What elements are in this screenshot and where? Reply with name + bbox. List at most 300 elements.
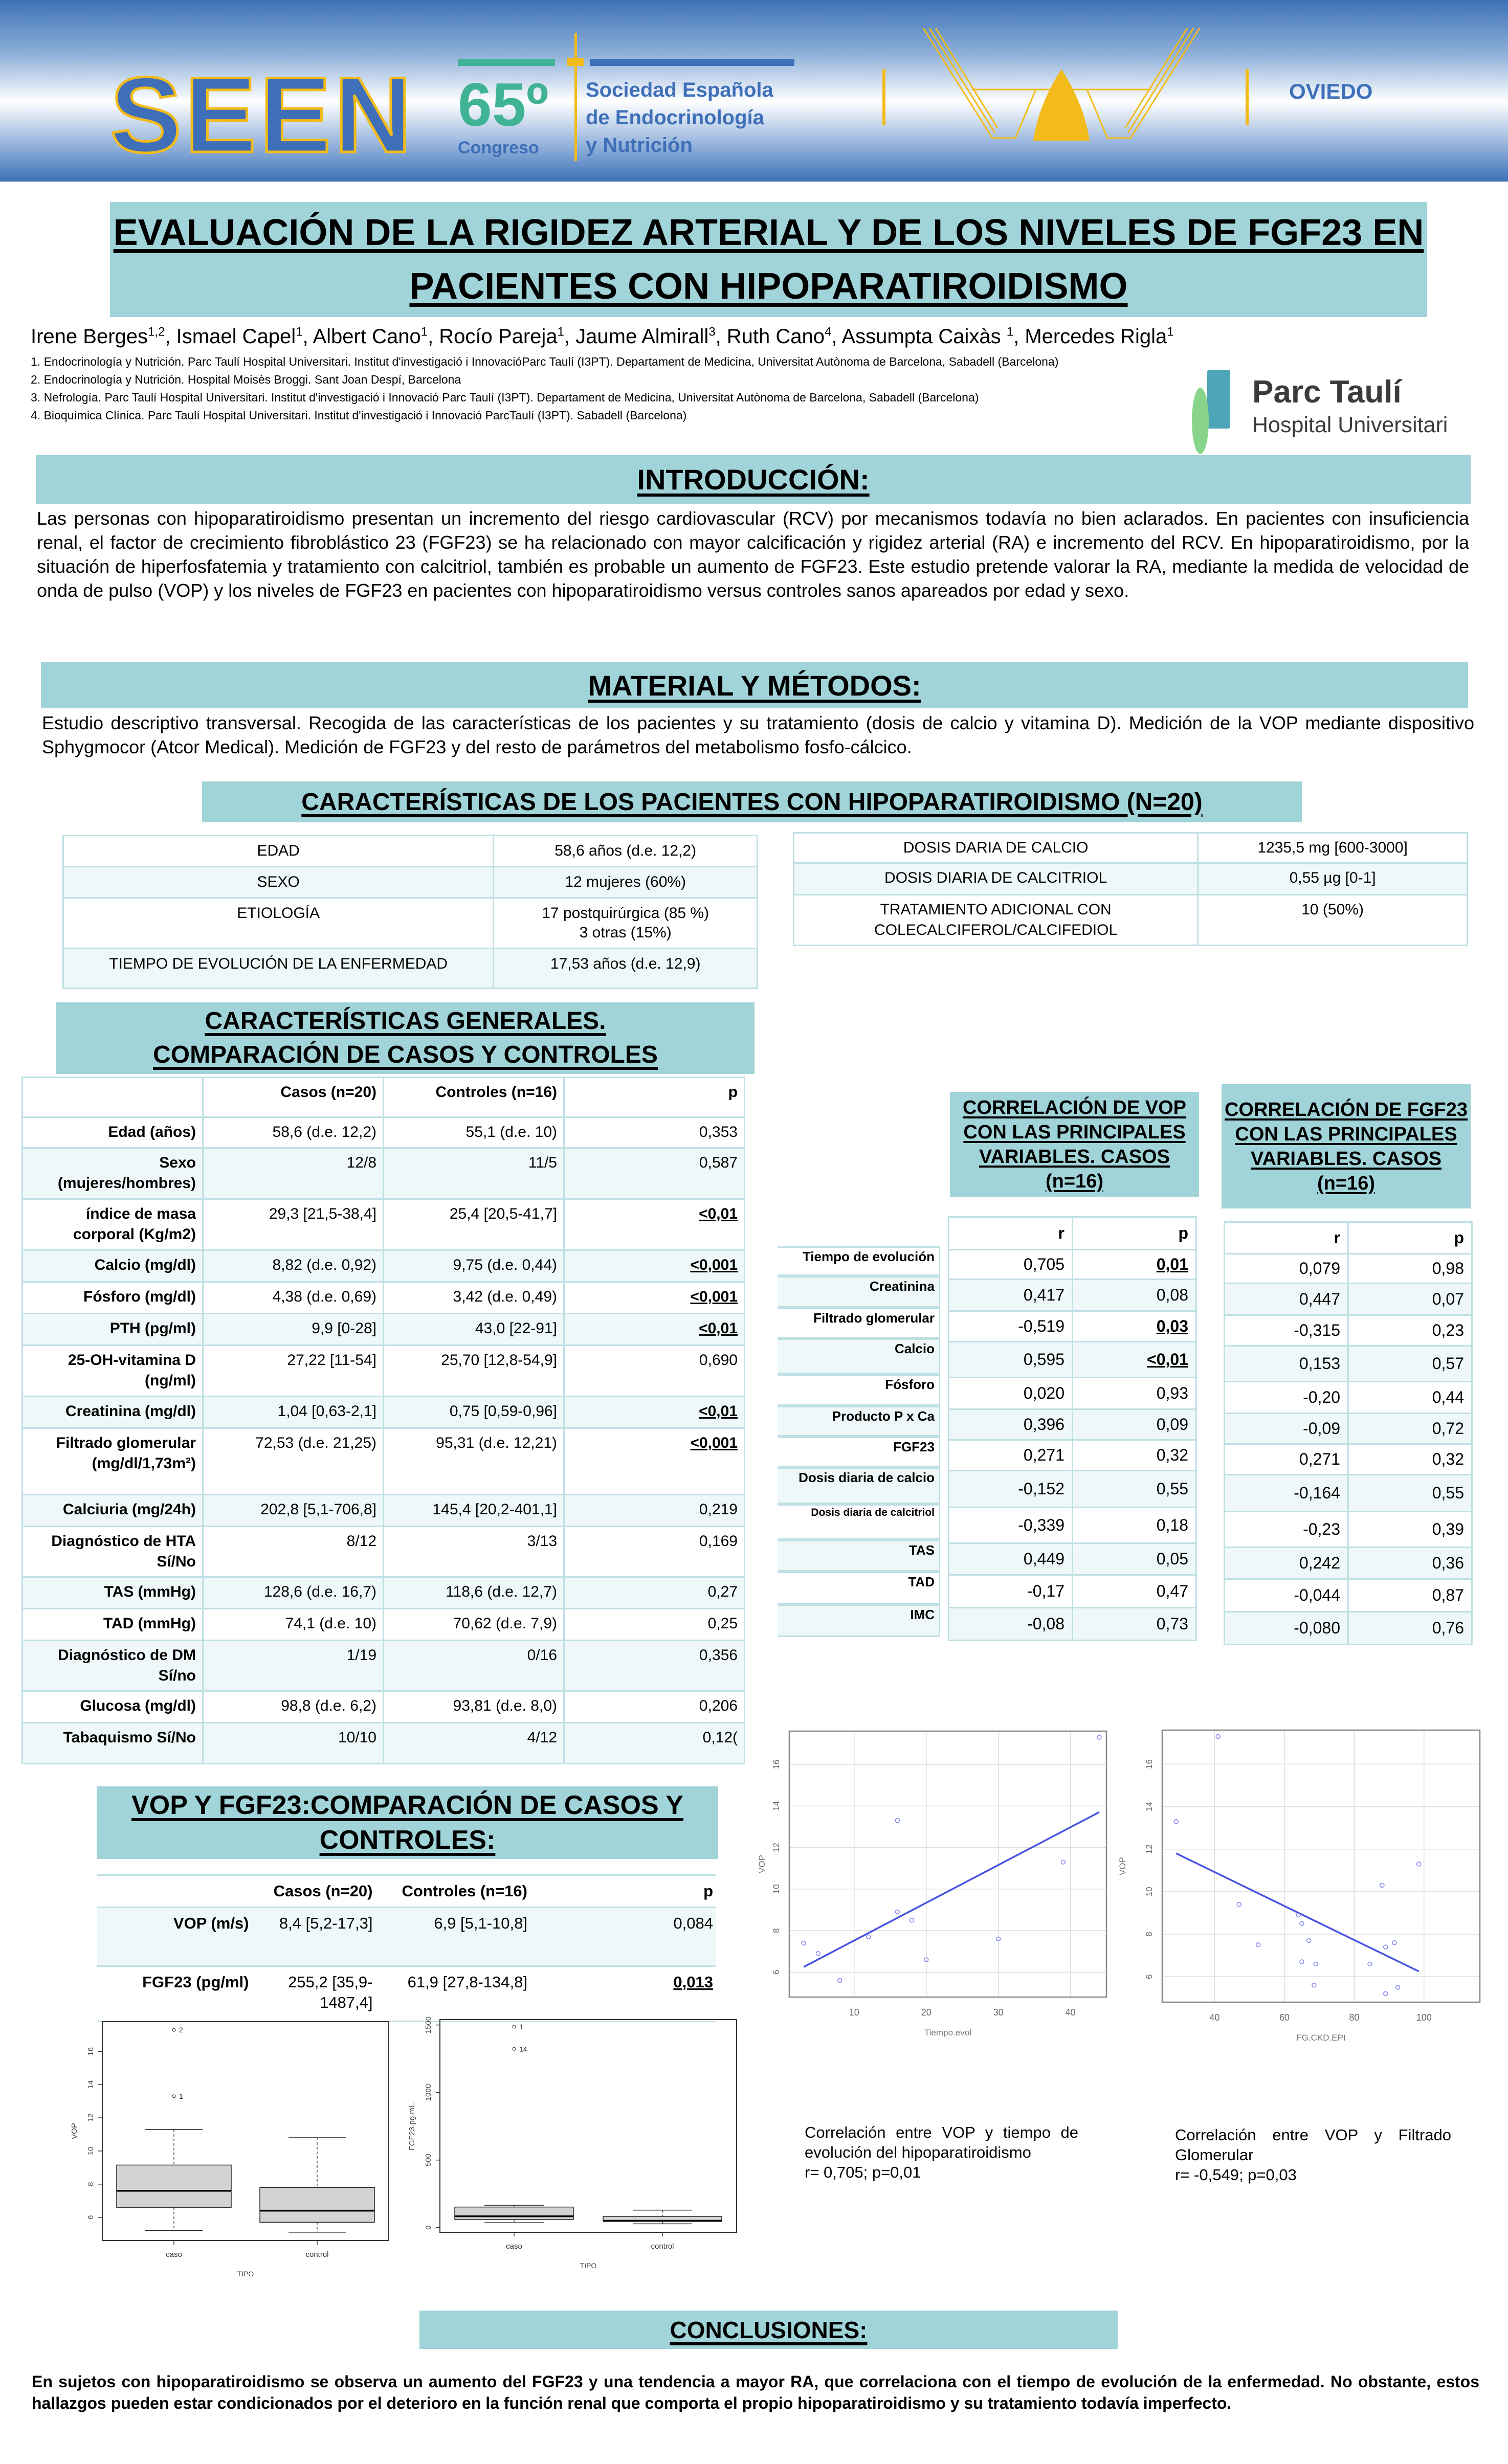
data-point — [1417, 1862, 1421, 1866]
table-row — [949, 1543, 1196, 1575]
data-point — [1307, 1938, 1311, 1942]
poster-title: EVALUACIÓN DE LA RIGIDEZ ARTERIAL Y DE LOS NIVELES DE FGF23 EN PACIENTES CON HIPOPARATIROIDISMO — [113, 212, 1424, 307]
intro-text: Las personas con hipoparatiroidismo presentan un incremento del riesgo cardiovascular (RCV) por mecanismos todavía no bien aclarados. En pacientes con insuficiencia renal, el factor de crecimiento fibroblástico 23 (FGF23) se ha relacionado con mayor calcificación y rigidez arterial (RA) e incremento del RCV. En hipoparatiroidismo, por la situación de hiperfosfatemia y tratamiento con calcitriol, también es probable un aumento de FGF23. Este estudio pretende valorar la RA, mediante la medida de velocidad de onda de pulso (VOP) y los niveles de FGF23 en pacientes con hipoparatiroidismo versus controles sanos apareados por edad y sexo. — [37, 508, 1469, 601]
table-row — [949, 1311, 1196, 1342]
cell-r: 0,417 — [949, 1280, 1073, 1311]
row-label: 25-OH-vitamina D (ng/ml) — [23, 1346, 203, 1397]
conclusions-text: En sujetos con hipoparatiroidismo se observa un aumento del FGF23 y una tendencia a mayor RA, que correlaciona con el tiempo de evolución de la enfermedad. No obstante, estos hallazgos pueden estar condicionados por el deterioro en la función renal que comporta el propio hipoparatiroidismo y su tratamiento todavía imperfecto. — [32, 2372, 1479, 2412]
table-row — [1225, 1444, 1472, 1475]
table-row — [23, 1117, 745, 1148]
outlier-label: 1 — [519, 2022, 523, 2031]
row-label: Fósforo (mg/dl) — [23, 1282, 203, 1314]
cell-casos: 9,9 [0-28] — [203, 1314, 384, 1346]
data-point — [1300, 1921, 1304, 1925]
table-row — [23, 1199, 745, 1250]
y-tick-label: 1000 — [424, 2084, 433, 2101]
data-point — [1314, 1962, 1318, 1966]
table-row — [949, 1250, 1196, 1280]
table-row — [1225, 1315, 1472, 1346]
data-point — [895, 1910, 899, 1914]
intro-heading-box — [36, 455, 1471, 504]
cell-r: 0,242 — [1225, 1548, 1348, 1579]
cell-p: 0,18 — [1073, 1508, 1196, 1543]
fgf23-boxplot — [389, 2007, 747, 2273]
cell-controles: 55,1 (d.e. 10) — [384, 1117, 564, 1148]
correlation-variable: TAD — [778, 1572, 940, 1604]
fgf23-correlation-heading-box — [1222, 1084, 1471, 1208]
vop-tiempo-scatter — [757, 1729, 1115, 2117]
cell-p: 0,44 — [1348, 1382, 1472, 1414]
data-point — [867, 1935, 871, 1939]
y-tick-label: 6 — [86, 2215, 95, 2220]
y-tick-label: 14 — [1144, 1802, 1154, 1812]
table-row — [23, 1148, 745, 1199]
table-row — [949, 1280, 1196, 1311]
cell-r: -0,519 — [949, 1311, 1073, 1342]
patients-table — [62, 835, 758, 989]
outlier-label: 2 — [179, 2026, 183, 2034]
y-tick-label: 500 — [424, 2154, 433, 2167]
y-axis-label: VOP — [757, 1855, 767, 1873]
row-label: Calcio (mg/dl) — [23, 1250, 203, 1282]
outlier-label: 14 — [519, 2045, 527, 2053]
table-row — [23, 1609, 745, 1641]
cell-p: 0,76 — [1348, 1612, 1472, 1645]
table-row — [1225, 1254, 1472, 1284]
cell-casos: 10/10 — [203, 1723, 384, 1764]
cell-controles: 70,62 (d.e. 7,9) — [384, 1609, 564, 1641]
vop-boxplot — [41, 2007, 389, 2278]
x-tick-label: 20 — [921, 2007, 932, 2018]
cell-r: -0,09 — [1225, 1414, 1348, 1444]
table-row: TRATAMIENTO ADICIONAL CON COLECALCIFEROL/CALCIFEDIOL 10 (50%) — [794, 895, 1468, 946]
scatter1-caption: Correlación entre VOP y tiempo de evolución del hipoparatiroidismo r= 0,705; p=0,01 — [805, 2123, 1078, 2181]
y-tick-label: 10 — [86, 2146, 95, 2156]
y-tick-label: 6 — [1144, 1974, 1154, 1979]
cell-p: 0,587 — [564, 1148, 745, 1199]
table-row — [1225, 1548, 1472, 1579]
outlier-point — [513, 2047, 516, 2050]
poster-title-box — [110, 202, 1427, 317]
cell-p: 0,25 — [564, 1609, 745, 1641]
table-row: DOSIS DARIA DE CALCIO 1235,5 mg [600-3000] — [794, 833, 1468, 863]
cell-p: 0,87 — [1348, 1579, 1472, 1612]
vop-correlation-heading: CORRELACIÓN DE VOP CON LAS PRINCIPALES VARIABLES. CASOS (n=16) — [962, 1096, 1187, 1192]
cell-p: 0,72 — [1348, 1414, 1472, 1444]
cell-p: 0,39 — [1348, 1512, 1472, 1548]
cell-p: <0,001 — [564, 1282, 745, 1314]
table-header-row: Casos (n=20) Controles (n=16) p — [23, 1078, 745, 1117]
table-row — [23, 1428, 745, 1495]
data-point — [1368, 1962, 1372, 1966]
vop-fgf23-heading: VOP Y FGF23:COMPARACIÓN DE CASOS Y CONTROLES: — [131, 1790, 683, 1855]
y-tick-label: 1500 — [424, 2016, 433, 2034]
cell-p: <0,001 — [564, 1250, 745, 1282]
y-tick-label: 8 — [1144, 1932, 1154, 1937]
data-point — [1384, 1945, 1388, 1949]
methods-heading: MATERIAL Y MÉTODOS: — [588, 669, 921, 702]
sen-logo-text: SEEN — [110, 55, 415, 175]
correlation-variable: TAS — [778, 1540, 940, 1572]
x-tick-label: 100 — [1416, 2012, 1432, 2023]
author: Mercedes Rigla$^1$ — [1025, 325, 1174, 348]
cell-r: 0,020 — [949, 1378, 1073, 1409]
vop-fgf23-heading-box — [97, 1786, 718, 1859]
cell-r: 0,153 — [1225, 1346, 1348, 1382]
cell-p: 0,98 — [1348, 1254, 1472, 1284]
cell-p: 0,219 — [564, 1495, 745, 1527]
table-row — [949, 1508, 1196, 1543]
data-point — [1237, 1902, 1241, 1907]
x-tick-label: control — [305, 2250, 329, 2259]
table-header-row: Casos (n=20) Controles (n=16) p — [97, 1875, 716, 1908]
cell-casos: 58,6 (d.e. 12,2) — [203, 1117, 384, 1148]
data-point — [1396, 1985, 1400, 1989]
table-row: DOSIS DIARIA DE CALCITRIOL 0,55 µg [0-1] — [794, 863, 1468, 895]
header-divider — [1246, 69, 1249, 125]
congress-label: Congreso — [458, 138, 539, 158]
row-label: Filtrado glomerular (mg/dl/1,73m²) — [23, 1428, 203, 1495]
congress-bar-green — [458, 59, 555, 66]
row-label: Edad (años) — [23, 1117, 203, 1148]
cell-r: 0,271 — [1225, 1444, 1348, 1475]
author: Irene Berges$^{1,2}$, — [31, 325, 176, 348]
cell-r: -0,315 — [1225, 1315, 1348, 1346]
intro-heading: INTRODUCCIÓN: — [637, 463, 870, 496]
cell-casos: 128,6 (d.e. 16,7) — [203, 1577, 384, 1609]
regression-line — [804, 1812, 1099, 1967]
affiliation: 3. Nefrología. Parc Taulí Hospital Universitari. Institut d'investigació i Innovació Parc Taulí (I3PT). Departament de Medicina, Universitat Autònoma de Barcelona, Sabadell (Barcelona) — [31, 391, 979, 404]
x-tick-label: 30 — [993, 2007, 1004, 2018]
data-point — [1061, 1860, 1065, 1864]
cell-casos: 1/19 — [203, 1641, 384, 1691]
cell-p: 0,23 — [1348, 1315, 1472, 1346]
x-tick-label: control — [651, 2242, 674, 2251]
cell-r: -0,17 — [949, 1575, 1073, 1608]
general-heading: CARACTERÍSTICAS GENERALES. COMPARACIÓN DE CASOS Y CONTROLES — [153, 1007, 658, 1068]
cell-casos: 27,22 [11-54] — [203, 1346, 384, 1397]
table-row — [23, 1397, 745, 1428]
table-row — [23, 1314, 745, 1346]
congress-accent — [567, 58, 584, 66]
society-line: de Endocrinología — [586, 106, 764, 129]
cell-p: 0,690 — [564, 1346, 745, 1397]
congress-divider — [574, 33, 577, 161]
header-divider — [882, 69, 885, 125]
table-row: ETIOLOGÍA 17 postquirúrgica (85 %) 3 otras (15%) — [63, 898, 758, 949]
table-row: TIEMPO DE EVOLUCIÓN DE LA ENFERMEDAD 17,53 años (d.e. 12,9) — [63, 949, 758, 989]
table-row — [1225, 1579, 1472, 1612]
cell-casos: 1,04 [0,63-2,1] — [203, 1397, 384, 1428]
row-label: Tabaquismo Sí/No — [23, 1723, 203, 1764]
society-line: Sociedad Española — [586, 79, 773, 101]
row-label: TAD (mmHg) — [23, 1609, 203, 1641]
row-label: Diagnóstico de DM Sí/no — [23, 1641, 203, 1691]
cell-controles: 25,4 [20,5-41,7] — [384, 1199, 564, 1250]
table-row — [1225, 1284, 1472, 1315]
vop-correlation-table — [948, 1216, 1197, 1641]
box-caso — [117, 2165, 231, 2207]
cell-p: 0,09 — [1073, 1409, 1196, 1440]
cell-p: 0,05 — [1073, 1543, 1196, 1575]
row-label: Sexo (mujeres/hombres) — [23, 1148, 203, 1199]
correlation-variable: IMC — [778, 1604, 940, 1637]
plot-frame — [1162, 1730, 1480, 2002]
cell-r: 0,396 — [949, 1409, 1073, 1440]
cell-casos: 8,82 (d.e. 0,92) — [203, 1250, 384, 1282]
data-point — [1392, 1941, 1396, 1945]
table-row — [1225, 1475, 1472, 1512]
data-point — [838, 1979, 842, 1983]
cell-casos: 202,8 [5,1-706,8] — [203, 1495, 384, 1527]
data-point — [1300, 1960, 1304, 1964]
y-tick-label: 12 — [1144, 1844, 1154, 1854]
table-row — [949, 1608, 1196, 1641]
cell-casos: 8/12 — [203, 1527, 384, 1577]
y-tick-label: 12 — [86, 2113, 95, 2122]
cell-p: <0,01 — [564, 1314, 745, 1346]
data-point — [1256, 1943, 1260, 1947]
data-point — [1097, 1735, 1101, 1739]
cell-p: 0,01 — [1073, 1250, 1196, 1280]
table-row — [1225, 1512, 1472, 1548]
correlation-variable-labels — [778, 1246, 940, 1637]
congress-logo — [458, 33, 795, 161]
cell-p: 0,356 — [564, 1641, 745, 1691]
treatment-table — [793, 832, 1468, 946]
x-axis-label: FG.CKD.EPI — [1296, 2033, 1346, 2043]
cell-p: 0,32 — [1348, 1444, 1472, 1475]
data-point — [895, 1819, 899, 1823]
y-tick-label: 12 — [771, 1843, 781, 1852]
table-row — [23, 1495, 745, 1527]
patients-heading-box — [202, 781, 1302, 822]
table-row — [23, 1282, 745, 1314]
y-tick-label: 16 — [1144, 1759, 1154, 1769]
cell-r: -0,164 — [1225, 1475, 1348, 1512]
table-row — [23, 1527, 745, 1577]
cell-controles: 3,42 (d.e. 0,49) — [384, 1282, 564, 1314]
cell-p: 0,27 — [564, 1577, 745, 1609]
cell-r: 0,595 — [949, 1342, 1073, 1378]
cell-r: -0,080 — [1225, 1612, 1348, 1645]
affiliation: 4. Bioquímica Clínica. Parc Taulí Hospital Universitari. Institut d'investigació i Innovació ParcTaulí (I3PT). Sabadell (Barcelona) — [31, 409, 687, 422]
cell-p: 0,55 — [1348, 1475, 1472, 1512]
author: Rocío Pareja$^1$, — [439, 325, 576, 348]
table-row: EDAD 58,6 años (d.e. 12,2) — [63, 836, 758, 867]
cell-p: 0,353 — [564, 1117, 745, 1148]
cell-controles: 4/12 — [384, 1723, 564, 1764]
cell-r: 0,447 — [1225, 1284, 1348, 1315]
correlation-variable: Dosis diaria de calcio — [778, 1467, 940, 1504]
cell-controles: 145,4 [20,2-401,1] — [384, 1495, 564, 1527]
cell-r: -0,152 — [949, 1471, 1073, 1508]
x-tick-label: 40 — [1065, 2007, 1076, 2018]
y-tick-label: 8 — [86, 2182, 95, 2186]
table-row — [949, 1440, 1196, 1471]
oviedo-monument-icon — [923, 28, 1200, 146]
logo-shape-green — [1192, 388, 1209, 454]
table-header-row: r p — [949, 1217, 1196, 1250]
cell-p: <0,01 — [1073, 1342, 1196, 1378]
cases-controls-table — [21, 1077, 745, 1764]
plot-frame — [440, 2020, 737, 2232]
table-row — [23, 1691, 745, 1723]
table-row — [23, 1641, 745, 1691]
table-row: FGF23 (pg/ml) 255,2 [35,9-1487,4] 61,9 [27,8-134,8] 0,013 — [97, 1966, 716, 2022]
y-tick-label: 14 — [86, 2080, 95, 2089]
table-row — [23, 1577, 745, 1609]
row-label: Glucosa (mg/dl) — [23, 1691, 203, 1723]
x-tick-label: 40 — [1209, 2012, 1220, 2023]
data-point — [1216, 1734, 1220, 1738]
author: Ismael Capel$^1$, — [176, 325, 313, 348]
cell-r: -0,23 — [1225, 1512, 1348, 1548]
cell-p: <0,01 — [564, 1397, 745, 1428]
affiliation: 2. Endocrinología y Nutrición. Hospital Moisès Broggi. Sant Joan Despí, Barcelona — [31, 373, 461, 386]
cell-controles: 93,81 (d.e. 8,0) — [384, 1691, 564, 1723]
x-axis-label: Tiempo.evol — [924, 2028, 971, 2037]
cell-r: -0,20 — [1225, 1382, 1348, 1414]
logo-shape-blue — [1207, 370, 1230, 429]
methods-heading-box — [41, 662, 1468, 708]
cell-p: <0,01 — [564, 1199, 745, 1250]
table-row — [949, 1342, 1196, 1378]
cell-casos: 98,8 (d.e. 6,2) — [203, 1691, 384, 1723]
y-tick-label: 16 — [86, 2047, 95, 2056]
correlation-variable: Calcio — [778, 1338, 940, 1374]
fgf23-correlation-heading: CORRELACIÓN DE FGF23 CON LAS PRINCIPALES VARIABLES. CASOS (n=16) — [1224, 1099, 1468, 1194]
table-row — [949, 1471, 1196, 1508]
logo-line2: Hospital Universitari — [1252, 413, 1448, 437]
conclusions-heading-box — [419, 2311, 1118, 2349]
cell-controles: 3/13 — [384, 1527, 564, 1577]
y-tick-label: 0 — [424, 2225, 433, 2230]
data-point — [1384, 1991, 1388, 1996]
cell-controles: 118,6 (d.e. 12,7) — [384, 1577, 564, 1609]
plot-frame — [789, 1731, 1106, 1997]
author-list — [31, 325, 1174, 348]
data-point — [910, 1918, 914, 1922]
table-row — [1225, 1414, 1472, 1444]
logo-line1: Parc Taulí — [1252, 374, 1402, 410]
table-row — [1225, 1346, 1472, 1382]
cell-controles: 0/16 — [384, 1641, 564, 1691]
row-label: TAS (mmHg) — [23, 1577, 203, 1609]
x-tick-label: 10 — [849, 2007, 859, 2018]
x-tick-label: 60 — [1279, 2012, 1290, 2023]
cell-r: -0,044 — [1225, 1579, 1348, 1612]
row-label: PTH (pg/ml) — [23, 1314, 203, 1346]
author: Albert Cano$^1$, — [313, 325, 439, 348]
society-name — [586, 76, 773, 159]
cell-casos: 12/8 — [203, 1148, 384, 1199]
data-point — [802, 1941, 806, 1945]
cell-r: 0,271 — [949, 1440, 1073, 1471]
cell-r: -0,08 — [949, 1608, 1073, 1641]
congress-number: 65º — [458, 71, 549, 139]
outlier-point — [172, 2028, 175, 2031]
box-caso — [455, 2207, 573, 2220]
cell-casos: 29,3 [21,5-38,4] — [203, 1199, 384, 1250]
cell-p: 0,12( — [564, 1723, 745, 1764]
y-tick-label: 10 — [771, 1884, 781, 1894]
cell-controles: 0,75 [0,59-0,96] — [384, 1397, 564, 1428]
vop-filtrado-scatter — [1115, 1729, 1483, 2122]
table-row — [23, 1723, 745, 1764]
outlier-point — [513, 2025, 516, 2028]
correlation-variable: Producto P x Ca — [778, 1406, 940, 1437]
outlier-label: 1 — [179, 2092, 183, 2100]
congress-bar-blue — [590, 59, 794, 66]
x-tick-label: caso — [506, 2242, 522, 2251]
table-row — [23, 1346, 745, 1397]
table-row — [949, 1409, 1196, 1440]
cell-p: 0,206 — [564, 1691, 745, 1723]
vop-fgf23-table — [97, 1874, 716, 2022]
table-row — [1225, 1612, 1472, 1645]
city-label: OVIEDO — [1289, 79, 1373, 103]
cell-controles: 25,70 [12,8-54,9] — [384, 1346, 564, 1397]
cell-controles: 43,0 [22-91] — [384, 1314, 564, 1346]
sen-logo — [110, 31, 415, 175]
row-label: Diagnóstico de HTA Sí/No — [23, 1527, 203, 1577]
cell-p: 0,07 — [1348, 1284, 1472, 1315]
cell-p: 0,03 — [1073, 1311, 1196, 1342]
vop-correlation-heading-box — [950, 1092, 1199, 1197]
y-tick-label: 6 — [771, 1969, 781, 1975]
cell-p: 0,73 — [1073, 1608, 1196, 1641]
scatter2-caption: Correlación entre VOP y Filtrado Glomerular r= -0,549; p=0,03 — [1175, 2126, 1451, 2184]
cell-p: 0,47 — [1073, 1575, 1196, 1608]
cell-r: 0,705 — [949, 1250, 1073, 1280]
cell-casos: 72,53 (d.e. 21,25) — [203, 1428, 384, 1495]
methods-text: Estudio descriptivo transversal. Recogida de las características de los pacientes y su tratamiento (dosis de calcio y vitamina D). Medición de la VOP mediante dispositivo Sphygmocor (Atcor Medical). Medición de FGF23 y del resto de parámetros del metabolismo fosfo-cálcico. — [42, 712, 1474, 757]
table-row: SEXO 12 mujeres (60%) — [63, 867, 758, 898]
correlation-variable: Dosis diaria de calcitriol — [778, 1504, 940, 1540]
affiliation: 1. Endocrinología y Nutrición. Parc Taulí Hospital Universitari. Institut d'investigació i InnovacióParc Taulí (I3PT). Departament de Medicina, Universitat Autònoma de Barcelona, Sabadell (Barcelona) — [31, 355, 1059, 368]
table-row: VOP (m/s) 8,4 [5,2-17,3] 6,9 [5,1-10,8] 0,084 — [97, 1908, 716, 1966]
correlation-variable: FGF23 — [778, 1437, 940, 1467]
table-row — [23, 1250, 745, 1282]
data-point — [1312, 1983, 1316, 1987]
cell-r: 0,079 — [1225, 1254, 1348, 1284]
table-header-row: r p — [1225, 1222, 1472, 1254]
data-point — [1380, 1883, 1384, 1887]
table-row — [1225, 1382, 1472, 1414]
y-tick-label: 16 — [771, 1759, 781, 1769]
table-row — [949, 1575, 1196, 1608]
cell-p: 0,36 — [1348, 1548, 1472, 1579]
society-line: y Nutrición — [586, 134, 693, 156]
regression-line — [1176, 1853, 1418, 1972]
patients-heading: CARACTERÍSTICAS DE LOS PACIENTES CON HIPOPARATIROIDISMO (N=20) — [301, 788, 1203, 816]
y-axis-label: FGF23.pg.mL. — [408, 2101, 416, 2151]
fgf23-correlation-table — [1224, 1221, 1473, 1645]
cell-p: <0,001 — [564, 1428, 745, 1495]
correlation-variable: Creatinina — [778, 1276, 940, 1308]
author: Assumpta Caixàs $^1$, — [841, 325, 1025, 348]
correlation-variable: Filtrado glomerular — [778, 1308, 940, 1338]
cell-p: 0,93 — [1073, 1378, 1196, 1409]
y-tick-label: 8 — [771, 1928, 781, 1933]
cell-p: 0,57 — [1348, 1346, 1472, 1382]
x-tick-label: 80 — [1349, 2012, 1360, 2023]
y-axis-label: VOP — [1118, 1857, 1127, 1875]
conclusions-heading: CONCLUSIONES: — [670, 2316, 868, 2343]
row-label: índice de masa corporal (Kg/m2) — [23, 1199, 203, 1250]
y-axis-label: VOP — [70, 2123, 79, 2139]
